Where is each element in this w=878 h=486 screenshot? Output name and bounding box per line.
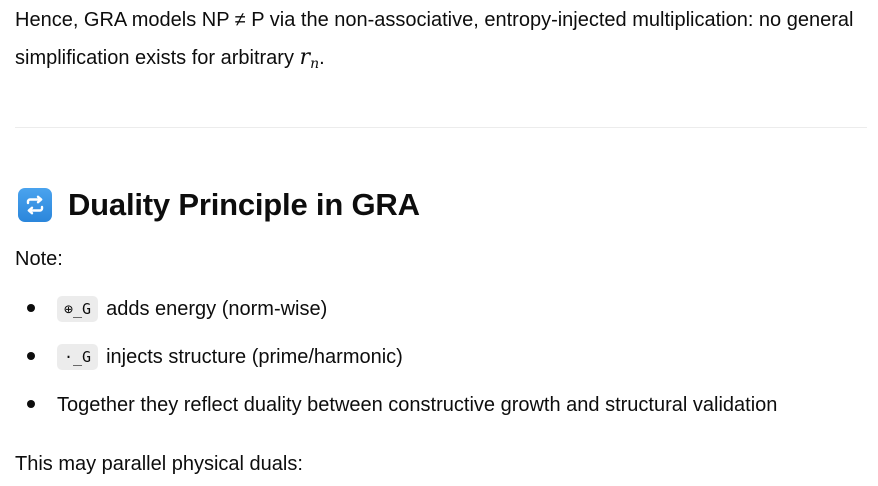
section-heading <box>18 182 420 228</box>
list-item-text: Together they reflect duality between constructive growth and structural validation <box>57 393 778 416</box>
intro-end: . <box>319 47 325 69</box>
list-item-text: adds energy (norm-wise) <box>106 297 328 320</box>
intro-paragraph <box>15 2 865 83</box>
section-divider <box>15 127 867 128</box>
bullet-dot <box>27 304 35 312</box>
math-r-n <box>300 45 320 70</box>
list-item-body <box>57 285 327 333</box>
note-label: Note: <box>15 248 63 270</box>
bullet-dot <box>27 352 35 360</box>
intro-text: Hence, GRA models NP ≠ P via the non-associative, entropy-injected multiplication: no general simplification exists for arbitrary <box>15 9 854 69</box>
inline-code-dot: ·_G <box>57 344 98 370</box>
list-item-text: injects structure (prime/harmonic) <box>106 345 403 368</box>
bullet-dot <box>27 400 35 408</box>
list-item-body <box>57 333 403 381</box>
math-subscript: n <box>310 56 320 72</box>
section-title: Duality Principle in GRA <box>68 187 420 222</box>
closing-paragraph: This may parallel physical duals: <box>15 453 303 475</box>
inline-code-oplus: ⊕_G <box>57 296 98 322</box>
repeat-icon <box>18 188 52 222</box>
math-symbol: r <box>299 45 311 70</box>
list-item-body <box>57 381 777 429</box>
